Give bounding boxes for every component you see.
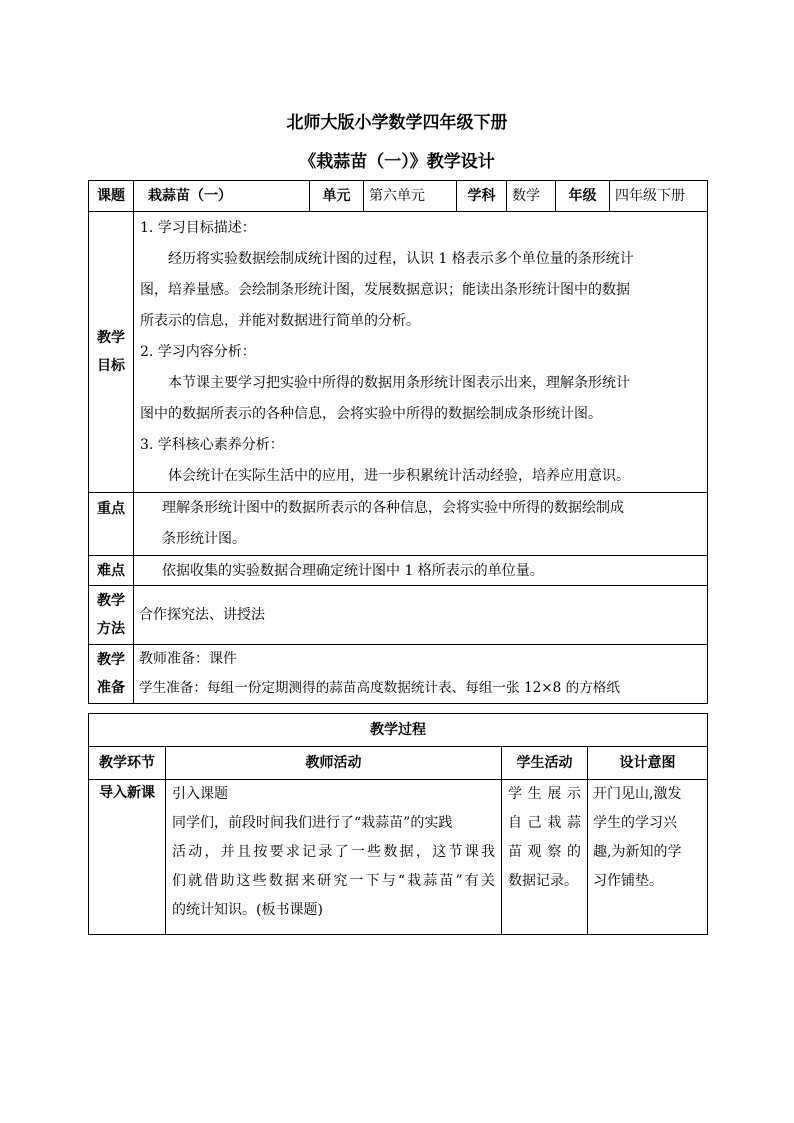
goals-line: 本节课主要学习把实验中所得的数据用条形统计图表示出来，理解条形统计 bbox=[168, 374, 630, 391]
key-point-row bbox=[89, 493, 708, 556]
difficulty-row bbox=[89, 556, 708, 586]
unit-label: 单元 bbox=[310, 181, 364, 212]
goals-line: 所表示的信息，并能对数据进行简单的分析。 bbox=[140, 312, 420, 329]
key-point-line: 理解条形统计图中的数据所表示的各种信息，会将实验中所得的数据绘制成 bbox=[162, 500, 624, 516]
design-intent-cell bbox=[588, 780, 708, 935]
design-intent-line: 习作铺垫。 bbox=[593, 873, 663, 889]
goals-label-b: 目标 bbox=[97, 358, 125, 374]
design-intent-line: 趣,为新知的学 bbox=[593, 844, 682, 860]
lesson-info-table bbox=[88, 180, 708, 704]
process-row-intro bbox=[89, 780, 708, 935]
goals-content bbox=[134, 212, 708, 493]
stage-cell: 导入新课 bbox=[89, 780, 166, 935]
design-intent-line: 学生的学习兴 bbox=[593, 815, 677, 831]
teacher-activity-line: 的统计知识。(板书课题) bbox=[172, 902, 323, 918]
teacher-activity-cell bbox=[166, 780, 502, 935]
col-intent-header: 设计意图 bbox=[588, 747, 708, 780]
lesson-title: 《栽蒜苗（一）》教学设计 bbox=[299, 152, 495, 172]
design-intent-line: 开门见山,激发 bbox=[593, 786, 682, 802]
col-teacher-header: 教师活动 bbox=[166, 747, 502, 780]
method-label bbox=[89, 586, 134, 645]
student-activity-line: 数据记录。 bbox=[508, 873, 578, 889]
goals-line: 3. 学科核心素养分析： bbox=[140, 436, 284, 453]
student-activity-line: 苗观察的 bbox=[508, 844, 581, 860]
method-row bbox=[89, 586, 708, 645]
goals-row bbox=[89, 212, 708, 493]
col-student-header: 学生活动 bbox=[502, 747, 588, 780]
document-title: 北师大版小学数学四年级下册 bbox=[286, 113, 508, 133]
difficulty-label: 难点 bbox=[89, 556, 134, 586]
process-title: 教学过程 bbox=[89, 714, 708, 747]
goals-line: 图中的数据所表示的各种信息，会将实验中所得的数据绘制成条形统计图。 bbox=[140, 405, 602, 422]
method-content: 合作探究法、讲授法 bbox=[134, 586, 708, 645]
prep-teacher: 教师准备：课件 bbox=[139, 651, 237, 667]
method-label-a: 教学 bbox=[97, 593, 125, 609]
col-stage-header: 教学环节 bbox=[89, 747, 166, 780]
goals-label bbox=[89, 212, 134, 493]
teacher-activity-line: 引入课题 bbox=[172, 786, 228, 802]
teaching-process-table bbox=[88, 713, 708, 935]
grade-label: 年级 bbox=[556, 181, 610, 212]
method-label-b: 方法 bbox=[97, 621, 125, 637]
process-title-row bbox=[89, 714, 708, 747]
grade-value: 四年级下册 bbox=[610, 181, 708, 212]
key-point-content bbox=[134, 493, 708, 556]
prep-student: 学生准备：每组一份定期测得的蒜苗高度数据统计表、每组一张 12×8 的方格纸 bbox=[139, 680, 620, 696]
goals-line: 体会统计在实际生活中的应用，进一步积累统计活动经验，培养应用意识。 bbox=[168, 467, 630, 484]
goals-line: 图，培养量感。会绘制条形统计图，发展数据意识；能读出条形统计图中的数据 bbox=[140, 281, 630, 298]
process-header-row bbox=[89, 747, 708, 780]
student-activity-cell bbox=[502, 780, 588, 935]
prep-label-b: 准备 bbox=[97, 680, 125, 696]
subject-value: 数学 bbox=[507, 181, 556, 212]
prep-label bbox=[89, 645, 134, 704]
goals-line: 1. 学习目标描述： bbox=[140, 219, 256, 236]
teacher-activity-line: 们就借助这些数据来研究一下与“栽蒜苗”有关 bbox=[172, 873, 495, 889]
unit-value: 第六单元 bbox=[364, 181, 457, 212]
teacher-activity-line: 同学们，前段时间我们进行了“栽蒜苗”的实践 bbox=[172, 815, 453, 831]
difficulty-content: 依据收集的实验数据合理确定统计图中 1 格所表示的单位量。 bbox=[134, 556, 708, 586]
teacher-activity-line: 活动，并且按要求记录了一些数据，这节课我 bbox=[172, 844, 495, 860]
goals-line: 经历将实验数据绘制成统计图的过程，认识 1 格表示多个单位量的条形统计 bbox=[168, 250, 634, 267]
topic-label: 课题 bbox=[89, 181, 134, 212]
topic-value: 栽蒜苗（一） bbox=[134, 181, 310, 212]
prep-label-a: 教学 bbox=[97, 652, 125, 668]
goals-line: 2. 学习内容分析： bbox=[140, 343, 256, 360]
student-activity-line: 自己栽蒜 bbox=[508, 815, 581, 831]
prep-row bbox=[89, 645, 708, 704]
info-row bbox=[89, 181, 708, 212]
student-activity-line: 学生展示 bbox=[508, 786, 581, 802]
key-point-label: 重点 bbox=[89, 493, 134, 556]
key-point-line: 条形统计图。 bbox=[162, 531, 246, 547]
goals-label-a: 教学 bbox=[97, 330, 125, 346]
subject-label: 学科 bbox=[457, 181, 507, 212]
prep-content bbox=[134, 645, 708, 704]
